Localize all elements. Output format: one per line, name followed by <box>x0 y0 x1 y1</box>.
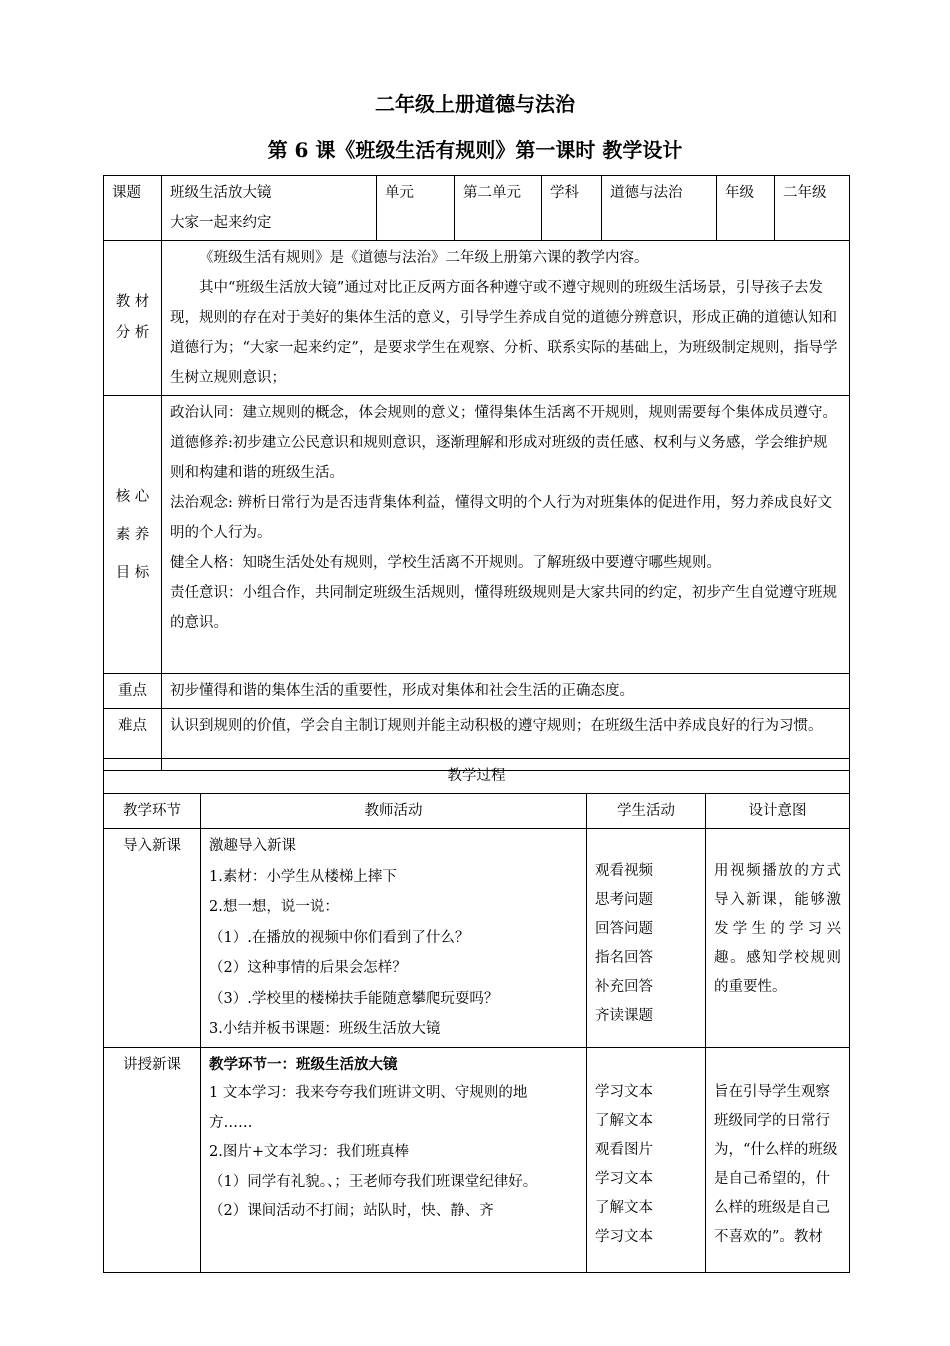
difficulty-label: 难点 <box>104 709 162 771</box>
goal-item: 法治观念: 辨析日常行为是否违背集体利益，懂得文明的个人行为对班集体的促进作用，努力养成良好文明的个人行为。 <box>170 495 832 541</box>
process-row-intro <box>104 829 850 1048</box>
student-line: 学习文本 <box>595 1083 653 1100</box>
student-line: 观看视频 <box>595 863 653 879</box>
teacher-cell <box>201 1047 587 1272</box>
teacher-line: 1 文本学习：我来夸夸我们班讲文明、守规则的地方…… <box>209 1085 528 1131</box>
goal-item: 道德修养:初步建立公民意识和规则意识，逐渐理解和形成对班级的责任感、权利与义务感，学会维护规则和构建和谐的班级生活。 <box>170 435 828 481</box>
stage-cell: 讲授新课 <box>104 1047 201 1272</box>
student-line: 了解文本 <box>595 1199 653 1216</box>
teacher-line: 2.想一想，说一说： <box>209 899 339 915</box>
subject-value: 道德与法治 <box>602 176 717 241</box>
goals-text <box>162 396 850 674</box>
teacher-line: （3）.学校里的楼梯扶手能随意攀爬玩耍吗？ <box>209 990 499 1007</box>
analysis-label <box>104 241 162 396</box>
teacher-line: （2）这种事情的后果会怎样？ <box>209 960 407 976</box>
header-student: 学生活动 <box>587 794 706 829</box>
analysis-label-2: 分 析 <box>115 325 150 341</box>
intent-cell: 旨在引导学生观察班级同学的日常行为，“什么样的班级是自己希望的，什么样的班级是自己不喜欢的”。教材 <box>706 1047 850 1272</box>
lesson-info-table <box>103 175 850 771</box>
student-cell <box>587 1047 706 1272</box>
goal-item: 政治认同：建立规则的概念，体会规则的意义；懂得集体生活离不开规则，规则需要每个集体成员遵守。 <box>170 405 837 421</box>
teacher-line: （2）课间活动不打闹；站队时，快、静、齐 <box>209 1203 494 1219</box>
analysis-paragraph-2: 其中“班级生活放大镜”通过对比正反两方面各种遵守或不遵守规则的班级生活场景，引导孩子去发现，规则的存在对于美好的集体生活的意义，引导学生养成自觉的道德分辨意识，形成正确的道德认知和道德行为；“大家一起来约定”，是要求学生在观察、分析、联系实际的基础上，为班级制定规则，指导学生树立规则意识； <box>170 280 838 386</box>
process-title: 教学过程 <box>104 759 850 794</box>
student-line: 补充回答 <box>595 979 653 995</box>
grade-value: 二年级 <box>775 176 850 241</box>
student-line: 回答问题 <box>595 921 653 937</box>
teacher-line: 3.小结并板书课题：班级生活放大镜 <box>209 1021 441 1037</box>
teacher-line: （1）.在播放的视频中你们看到了什么？ <box>209 929 470 946</box>
subject-label: 学科 <box>542 176 602 241</box>
topic-value <box>162 176 377 241</box>
focus-label: 重点 <box>104 674 162 709</box>
student-line: 观看图片 <box>595 1141 653 1158</box>
process-row-teaching <box>104 1047 850 1272</box>
analysis-row <box>104 241 850 396</box>
student-line: 指名回答 <box>595 950 653 966</box>
header-intent: 设计意图 <box>706 794 850 829</box>
goals-label-3: 目 标 <box>115 564 150 581</box>
teacher-line: 激趣导入新课 <box>209 838 296 854</box>
process-title-row <box>104 759 850 794</box>
analysis-paragraph-1: 《班级生活有规则》是《道德与法治》二年级上册第六课的教学内容。 <box>199 250 649 266</box>
unit-label: 单元 <box>377 176 455 241</box>
student-cell <box>587 829 706 1048</box>
student-line: 齐读课题 <box>595 1008 653 1024</box>
goals-label <box>104 396 162 674</box>
focus-text: 初步懂得和谐的集体生活的重要性，形成对集体和社会生活的正确态度。 <box>162 674 850 709</box>
unit-value: 第二单元 <box>455 176 542 241</box>
goals-label-2: 素 养 <box>115 526 150 543</box>
teacher-section-heading: 教学环节一：班级生活放大镜 <box>209 1055 398 1073</box>
analysis-label-1: 教 材 <box>115 294 150 310</box>
teaching-process-table <box>103 758 850 1273</box>
goals-label-1: 核 心 <box>115 488 150 505</box>
header-teacher: 教师活动 <box>201 794 587 829</box>
header-stage: 教学环节 <box>104 794 201 829</box>
difficulty-text: 认识到规则的价值，学会自主制订规则并能主动积极的遵守规则；在班级生活中养成良好的行为习惯。 <box>162 709 850 771</box>
goals-row <box>104 396 850 674</box>
teacher-line: 1.素材：小学生从楼梯上摔下 <box>209 868 397 885</box>
goal-item: 健全人格：知晓生活处处有规则，学校生活离不开规则。了解班级中要遵守哪些规则。 <box>170 555 721 571</box>
topic-line-2: 大家一起来约定 <box>170 215 272 231</box>
student-line: 学习文本 <box>595 1228 653 1245</box>
analysis-text <box>162 241 850 396</box>
student-line: 了解文本 <box>595 1112 653 1129</box>
stage-cell: 导入新课 <box>104 829 201 1048</box>
student-line: 思考问题 <box>595 892 653 908</box>
teacher-line: （1）同学有礼貌。、；王老师夸我们班课堂纪律好。 <box>209 1173 538 1190</box>
grade-label: 年级 <box>717 176 775 241</box>
intent-cell: 用视频播放的方式导入新课，能够激发学生的学习兴趣。感知学校规则的重要性。 <box>706 829 850 1048</box>
document-subtitle: 第 6 课《班级生活有规则》第一课时 教学设计 <box>267 138 683 162</box>
topic-label: 课题 <box>104 176 162 241</box>
topic-line-1: 班级生活放大镜 <box>170 185 272 201</box>
topic-row <box>104 176 850 241</box>
teacher-cell <box>201 829 587 1048</box>
process-header-row <box>104 794 850 829</box>
goal-item: 责任意识：小组合作，共同制定班级生活规则，懂得班级规则是大家共同的约定，初步产生自觉遵守班规的意识。 <box>170 585 837 631</box>
student-line: 学习文本 <box>595 1170 653 1187</box>
document-title: 二年级上册道德与法治 <box>375 92 575 116</box>
teacher-line: 2.图片+文本学习：我们班真棒 <box>209 1144 409 1160</box>
focus-row <box>104 674 850 709</box>
